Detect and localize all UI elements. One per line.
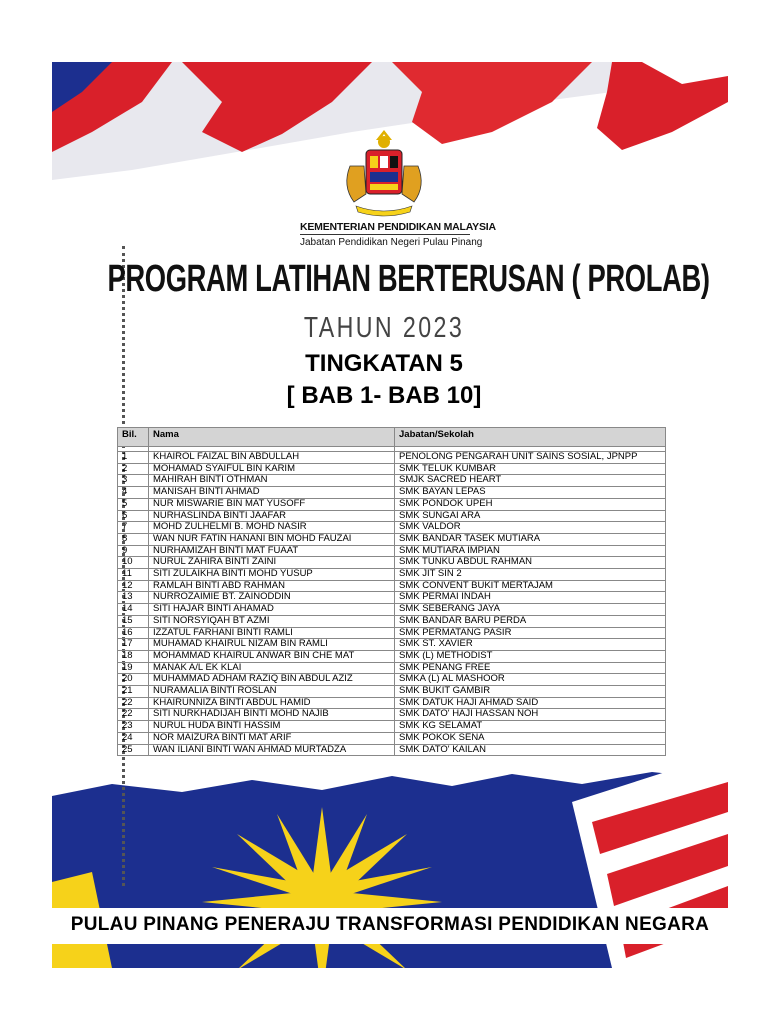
- cell-name: MOHAMAD SYAIFUL BIN KARIM: [149, 463, 395, 475]
- table-row: [118, 498, 666, 510]
- cell-name: NURROZAIMIE BT. ZAINODDIN: [149, 592, 395, 604]
- table-row: [118, 615, 666, 627]
- cell-name: SITI ZULAIKHA BINTI MOHD YUSUP: [149, 569, 395, 581]
- cell-school: SMK BANDAR BARU PERDA: [395, 615, 666, 627]
- cell-school: SMK BAYAN LEPAS: [395, 487, 666, 499]
- cell-name: NURUL ZAHIRA BINTI ZAINI: [149, 557, 395, 569]
- cell-number: 22: [118, 697, 149, 709]
- chapter-range: [ BAB 1- BAB 10]: [286, 382, 482, 409]
- cell-number: 19: [118, 662, 149, 674]
- cell-name: RAMLAH BINTI ABD RAHMAN: [149, 580, 395, 592]
- cell-school: SMK BANDAR TASEK MUTIARA: [395, 533, 666, 545]
- cell-name: KHAIRUNNIZA BINTI ABDUL HAMID: [149, 697, 395, 709]
- cell-number: 20: [118, 674, 149, 686]
- table-row: [118, 533, 666, 545]
- table-row: [118, 744, 666, 756]
- table-row: [118, 627, 666, 639]
- cell-name: SITI NURKHADIJAH BINTI MOHD NAJIB: [149, 709, 395, 721]
- cell-school: SMK PERMATANG PASIR: [395, 627, 666, 639]
- cell-name: WAN NUR FATIN HANANI BIN MOHD FAUZAI: [149, 533, 395, 545]
- cell-number: 3: [118, 475, 149, 487]
- cell-name: NUR MISWARIE BIN MAT YUSOFF: [149, 498, 395, 510]
- cell-school: SMK CONVENT BUKIT MERTAJAM: [395, 580, 666, 592]
- cell-number: 6: [118, 510, 149, 522]
- cell-school: SMJK SACRED HEART: [395, 475, 666, 487]
- cell-number: 12: [118, 580, 149, 592]
- malaysia-coat-of-arms-icon: [336, 126, 432, 218]
- table-row: [118, 662, 666, 674]
- table-row: [118, 487, 666, 499]
- cell-name: MUHAMAD KHAIRUL NIZAM BIN RAMLI: [149, 639, 395, 651]
- form-level: TINGKATAN 5: [305, 350, 463, 377]
- cell-school: SMK SUNGAI ARA: [395, 510, 666, 522]
- cell-name: NURHASLINDA BINTI JAAFAR: [149, 510, 395, 522]
- cell-school: SMK DATUK HAJI AHMAD SAID: [395, 697, 666, 709]
- cell-name: NURAMALIA BINTI ROSLAN: [149, 686, 395, 698]
- table-row: [118, 697, 666, 709]
- program-year: TAHUN 2023: [303, 312, 465, 344]
- cell-number: 7: [118, 522, 149, 534]
- cell-number: 18: [118, 650, 149, 662]
- cell-number: 16: [118, 627, 149, 639]
- table-row: [118, 639, 666, 651]
- table-row: [118, 604, 666, 616]
- table-row: [118, 709, 666, 721]
- cell-name: SITI NORSYIQAH BT AZMI: [149, 615, 395, 627]
- cell-number: 22: [118, 709, 149, 721]
- cell-school: SMK BUKIT GAMBIR: [395, 686, 666, 698]
- table-row: [118, 475, 666, 487]
- table-row: [118, 674, 666, 686]
- cell-name: MOHD ZULHELMI B. MOHD NASIR: [149, 522, 395, 534]
- cell-number: 1: [118, 452, 149, 464]
- table-row: [118, 522, 666, 534]
- table-row: [118, 545, 666, 557]
- cell-number: 11: [118, 569, 149, 581]
- cell-school: SMK TELUK KUMBAR: [395, 463, 666, 475]
- cell-school: SMK (L) METHODIST: [395, 650, 666, 662]
- table-header-row: [118, 428, 666, 447]
- cell-school: SMK JIT SIN 2: [395, 569, 666, 581]
- cell-school: SMK PERMAI INDAH: [395, 592, 666, 604]
- cell-name: NOR MAIZURA BINTI MAT ARIF: [149, 732, 395, 744]
- cell-school: SMKA (L) AL MASHOOR: [395, 674, 666, 686]
- table-row: [118, 580, 666, 592]
- table-row: [118, 686, 666, 698]
- table-row: [118, 650, 666, 662]
- cell-name: WAN ILIANI BINTI WAN AHMAD MURTADZA: [149, 744, 395, 756]
- column-header-number: Bil.: [118, 428, 149, 447]
- cell-number: 8: [118, 533, 149, 545]
- cell-number: 2: [118, 463, 149, 475]
- table-row: [118, 452, 666, 464]
- cell-school: PENOLONG PENGARAH UNIT SAINS SOSIAL, JPNPP: [395, 452, 666, 464]
- cell-school: SMK DATO' KAILAN: [395, 744, 666, 756]
- cell-number: 10: [118, 557, 149, 569]
- table-row: [118, 463, 666, 475]
- cell-school: SMK DATO' HAJI HASSAN NOH: [395, 709, 666, 721]
- cell-number: 23: [118, 721, 149, 733]
- cell-school: SMK POKOK SENA: [395, 732, 666, 744]
- cell-name: MANAK A/L EK KLAI: [149, 662, 395, 674]
- cell-number: 15: [118, 615, 149, 627]
- table-row: [118, 557, 666, 569]
- cell-name: MAHIRAH BINTI OTHMAN: [149, 475, 395, 487]
- cell-school: SMK PENANG FREE: [395, 662, 666, 674]
- ministry-name: KEMENTERIAN PENDIDIKAN MALAYSIA: [300, 221, 496, 233]
- table-row: [118, 592, 666, 604]
- cell-number: 25: [118, 744, 149, 756]
- table-row: [118, 721, 666, 733]
- cell-name: MANISAH BINTI AHMAD: [149, 487, 395, 499]
- participants-table: [117, 427, 666, 756]
- cell-number: 13: [118, 592, 149, 604]
- ministry-block: [300, 221, 496, 248]
- cell-number: 21: [118, 686, 149, 698]
- cell-school: SMK MUTIARA IMPIAN: [395, 545, 666, 557]
- table-row: [118, 510, 666, 522]
- cell-school: SMK ST. XAVIER: [395, 639, 666, 651]
- table-row: [118, 569, 666, 581]
- cell-school: SMK VALDOR: [395, 522, 666, 534]
- cell-number: 14: [118, 604, 149, 616]
- cell-school: SMK PONDOK UPEH: [395, 498, 666, 510]
- department-name: Jabatan Pendidikan Negeri Pulau Pinang: [300, 237, 483, 248]
- column-header-school: Jabatan/Sekolah: [395, 428, 666, 447]
- cell-number: 5: [118, 498, 149, 510]
- cell-number: 24: [118, 732, 149, 744]
- cell-name: NURUL HUDA BINTI HASSIM: [149, 721, 395, 733]
- cell-school: SMK TUNKU ABDUL RAHMAN: [395, 557, 666, 569]
- cell-name: SITI HAJAR BINTI AHAMAD: [149, 604, 395, 616]
- cell-name: MUHAMMAD ADHAM RAZIQ BIN ABDUL AZIZ: [149, 674, 395, 686]
- cell-name: IZZATUL FARHANI BINTI RAMLI: [149, 627, 395, 639]
- program-title: PROGRAM LATIHAN BERTERUSAN ( PROLAB): [107, 258, 710, 300]
- table-row: [118, 732, 666, 744]
- cell-name: KHAIROL FAIZAL BIN ABDULLAH: [149, 452, 395, 464]
- cell-number: 9: [118, 545, 149, 557]
- cell-number: 17: [118, 639, 149, 651]
- cell-number: 4: [118, 487, 149, 499]
- footer-slogan: PULAU PINANG PENERAJU TRANSFORMASI PENDIDIKAN NEGARA: [70, 914, 710, 935]
- column-header-name: Nama: [149, 428, 395, 447]
- cell-school: SMK KG SELAMAT: [395, 721, 666, 733]
- cell-school: SMK SEBERANG JAYA: [395, 604, 666, 616]
- cell-name: MOHAMMAD KHAIRUL ANWAR BIN CHE MAT: [149, 650, 395, 662]
- cell-name: NURHAMIZAH BINTI MAT FUAAT: [149, 545, 395, 557]
